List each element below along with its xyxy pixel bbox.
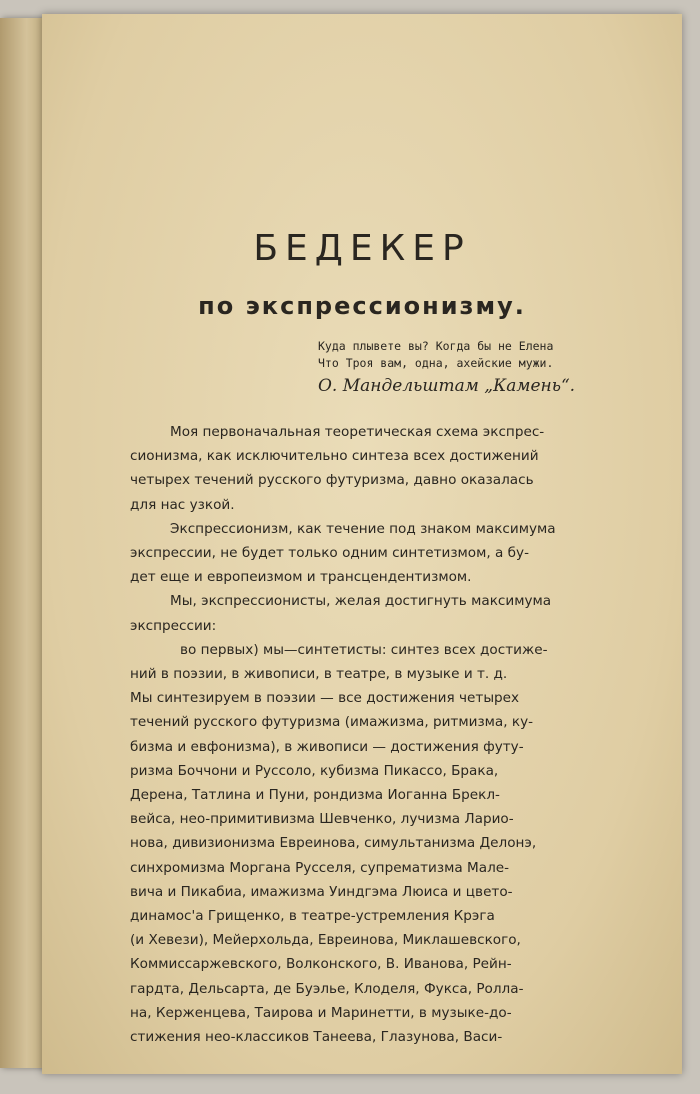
facing-page-edge [0, 18, 45, 1068]
body-line: бизма и евфонизма), в живописи — достижения футу- [130, 738, 524, 755]
body-line: четырех течений русского футуризма, давно оказалась [130, 472, 534, 489]
body-line: Мы, экспрессионисты, желая достигнуть максимума [170, 593, 552, 610]
body-line: сионизма, как исключительно синтеза всех достижений [130, 448, 539, 465]
body-line: во первых) мы—синтетисты: синтез всех достиже- [180, 641, 548, 658]
epigraph-line: Что Троя вам, одна, ахейские мужи. [318, 356, 554, 370]
body-line: Дерена, Татлина и Пуни, рондизма Иоганна Брекл- [130, 787, 500, 804]
body-line: вича и Пикабиа, имажизма Уиндгэма Люиса и цвето- [130, 883, 513, 900]
epigraph [318, 338, 553, 372]
body-line: Коммиссаржевского, Волконского, В. Иванова, Рейн- [130, 956, 512, 973]
body-line: динамос'а Грищенко, в театре-устремления Крэга [130, 908, 495, 925]
body-text [130, 420, 690, 1049]
body-line: дет еще и европеизмом и трансцендентизмом. [130, 569, 472, 586]
page-title: БЕДЕКЕР [253, 228, 471, 269]
page-subtitle: по экспрессионизму. [198, 292, 526, 320]
epigraph-attribution: О. Мандельштам „Камень“. [318, 376, 576, 396]
body-line: ний в поэзии, в живописи, в театре, в музыке и т. д. [130, 666, 508, 683]
body-line: экспрессии: [130, 617, 217, 634]
body-line: ризма Боччони и Руссоло, кубизма Пикассо, Брака, [130, 762, 499, 779]
body-line: (и Хевези), Мейерхольда, Евреинова, Миклашевского, [130, 932, 521, 949]
body-line: Экспрессионизм, как течение под знаком максимума [170, 520, 556, 537]
body-line: стижения нео-классиков Танеева, Глазунова, Васи- [130, 1029, 503, 1046]
body-line: вейса, нео-примитивизма Шевченко, лучизма Ларио- [130, 811, 514, 828]
body-line: Моя первоначальная теоретическая схема экспрес- [170, 424, 545, 440]
body-line: синхромизма Моргана Русселя, супрематизма Мале- [130, 859, 510, 876]
body-line: Мы синтезируем в поэзии — все достижения четырех [130, 690, 520, 707]
book-page [42, 14, 682, 1074]
body-line: гардта, Дельсарта, де Буэльe, Клоделя, Фукса, Ролла- [130, 980, 524, 997]
body-line: на, Керженцева, Таирова и Маринетти, в музыке-до- [130, 1004, 512, 1021]
epigraph-line: Куда плывете вы? Когда бы не Елена [318, 339, 554, 353]
body-line: течений русского футуризма (имажизма, ритмизма, ку- [130, 714, 534, 731]
body-line: для нас узкой. [130, 496, 235, 513]
body-line: нова, дивизионизма Евреинова, симультанизма Делонэ, [130, 835, 537, 852]
body-line: экспрессии, не будет только одним синтетизмом, а бу- [130, 545, 529, 562]
